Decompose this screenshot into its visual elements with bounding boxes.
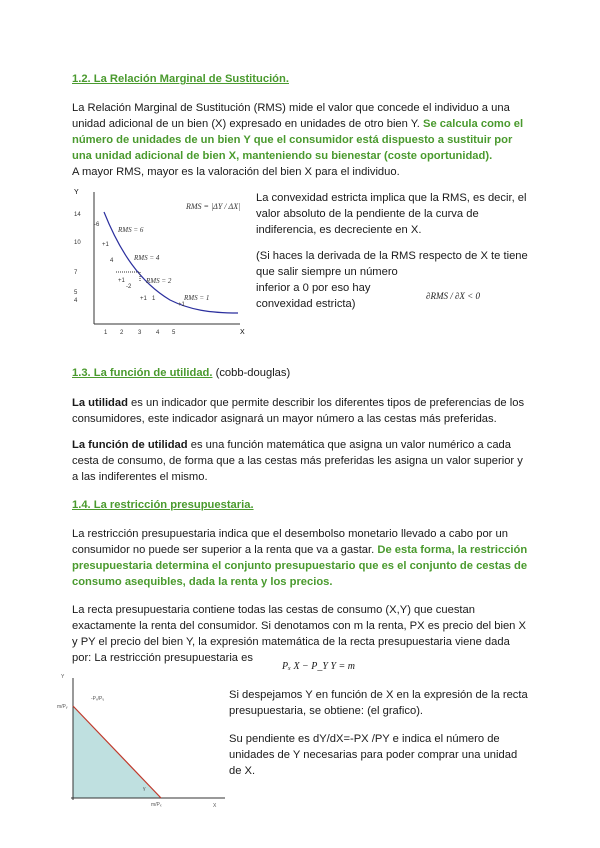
- derivative-note: [256, 248, 536, 312]
- step-label: 1: [152, 296, 156, 302]
- text-line: La recta presupuestaria contiene todas las cestas de consumo (X,Y) que cuestan: [72, 604, 475, 616]
- y-tick: 5: [74, 290, 78, 296]
- step-label: +1: [102, 242, 109, 248]
- slope-label: -Pₓ/Pᵧ: [91, 696, 104, 702]
- y-tick: 14: [74, 212, 81, 218]
- text-line: consumo asequibles, dada la renta y los precios.: [72, 576, 333, 588]
- text-line: La convexidad estricta implica que la RMS, es decir, el: [256, 192, 527, 204]
- text-line: unidades de Y necesarias para poder comprar una unidad: [229, 749, 518, 761]
- paragraph-budget-line: [72, 602, 532, 666]
- paragraph-rms: [72, 100, 532, 180]
- derivative-formula: ∂RMS / ∂X < 0: [426, 291, 480, 301]
- y-axis-label: Y: [61, 674, 65, 680]
- x-tick: 1: [104, 330, 108, 336]
- text-line: y PY el precio del bien Y, la expresión matemática de la recta presupuestaria viene dada: [72, 636, 510, 648]
- angle-label: γ: [143, 786, 146, 792]
- text-line: inferior a 0 por eso hay: [256, 282, 371, 294]
- convexity-paragraph: [256, 190, 536, 238]
- x-tick: 4: [156, 330, 160, 336]
- y-tick: 4: [74, 298, 78, 304]
- step-label: -6: [94, 222, 100, 228]
- text-line: unidad adicional de un bien (X) expresado en unidades de otro bien Y. Se calcula como el: [72, 118, 524, 130]
- text-line: La utilidad es un indicador que permite describir los diferentes tipos de preferencias de los: [72, 397, 525, 409]
- text-line: presupuestaria determina el conjunto presupuestario que es el conjunto de cestas de: [72, 560, 528, 572]
- indifference-curve-figure: [60, 182, 250, 340]
- text-line: A mayor RMS, mayor es la valoración del bien X para el individuo.: [72, 166, 400, 178]
- step-label: +1: [178, 302, 185, 308]
- text-line: La Relación Marginal de Sustitución (RMS) mide el valor que concede el individuo a una: [72, 102, 510, 114]
- budget-line-figure: [55, 670, 230, 810]
- text-line: una unidad adicional de bien X, manteniendo su bienestar (coste oportunidad).: [72, 150, 493, 162]
- paragraph-utility: [72, 395, 532, 427]
- text-line: Su pendiente es dY/dX=-PX /PY e indica el número de: [229, 733, 500, 745]
- text-line: cesta de consumo, de forma que a las cestas más preferidas les asigna un valor superior y: [72, 455, 523, 467]
- text-line: presupuestaria, se obtiene: (el grafico).: [229, 705, 424, 717]
- x-axis-label: X: [213, 803, 217, 809]
- x-tick: 5: [172, 330, 176, 336]
- text-line: Si despejamos Y en función de X en la expresión de la recta: [229, 689, 528, 701]
- slope-paragraph: [229, 731, 539, 779]
- text-line: de X.: [229, 765, 256, 777]
- heading-rms: 1.2. La Relación Marginal de Sustitución.: [72, 73, 289, 85]
- text-line: número de unidades de un bien Y que el consumidor está dispuesto a sustituir por: [72, 134, 513, 146]
- text-line: que salir siempre un número: [256, 266, 398, 278]
- text-line: convexidad estricta): [256, 298, 356, 310]
- paragraph-utility-function: [72, 437, 532, 485]
- step-label: +1: [118, 278, 125, 284]
- y-tick: 10: [74, 240, 81, 246]
- budget-equation: Pₓ X − P_Y Y = m: [282, 661, 356, 672]
- text-line: La restricción presupuestaria indica que el desembolso monetario llevado a cabo por un: [72, 528, 508, 540]
- x-axis-label: X: [240, 329, 245, 336]
- solve-paragraph: [229, 687, 539, 719]
- text-line: indiferencia, es decreciente en X.: [256, 224, 422, 236]
- step-label: 4: [110, 258, 114, 264]
- x-tick: 3: [138, 330, 142, 336]
- rms-label: RMS = 1: [184, 294, 210, 302]
- text-line: consumidores, este indicador asignará un mayor número a las cestas más preferidas.: [72, 413, 497, 425]
- text-line: valor absoluto de la pendiente de la curva de: [256, 208, 479, 220]
- step-label: +1: [140, 296, 147, 302]
- y-intercept-label: m/Pᵧ: [57, 704, 68, 710]
- x-tick: 2: [120, 330, 124, 336]
- heading-budget: 1.4. La restricción presupuestaria.: [72, 499, 254, 511]
- paragraph-budget: [72, 526, 532, 590]
- text-line: exactamente la renta del consumidor. Si denotamos con m la renta, PX es precio del bien X: [72, 620, 526, 632]
- step-label: -2: [126, 284, 132, 290]
- rms-label: RMS = 4: [134, 254, 160, 262]
- text-line: por: La restricción presupuestaria es: [72, 652, 253, 664]
- text-line: consumidor no puede ser superior a la renta que va a gastar. De esta forma, la restricción: [72, 544, 528, 556]
- text-line: a las indiferentes el mismo.: [72, 471, 208, 483]
- text-line: La función de utilidad es una función matemática que asigna un valor numérico a cada: [72, 439, 511, 451]
- heading-utility: 1.3. La función de utilidad. (cobb-douglas): [72, 367, 291, 379]
- rms-label: RMS = 2: [146, 277, 172, 285]
- y-tick: 7: [74, 270, 78, 276]
- x-intercept-label: m/Pₓ: [151, 802, 162, 808]
- text-line: (Si haces la derivada de la RMS respecto de X te tiene: [256, 250, 528, 262]
- y-axis-label: Y: [74, 189, 79, 196]
- rms-formula: RMS = |ΔY / ΔX|: [186, 202, 241, 211]
- rms-label: RMS = 6: [118, 226, 144, 234]
